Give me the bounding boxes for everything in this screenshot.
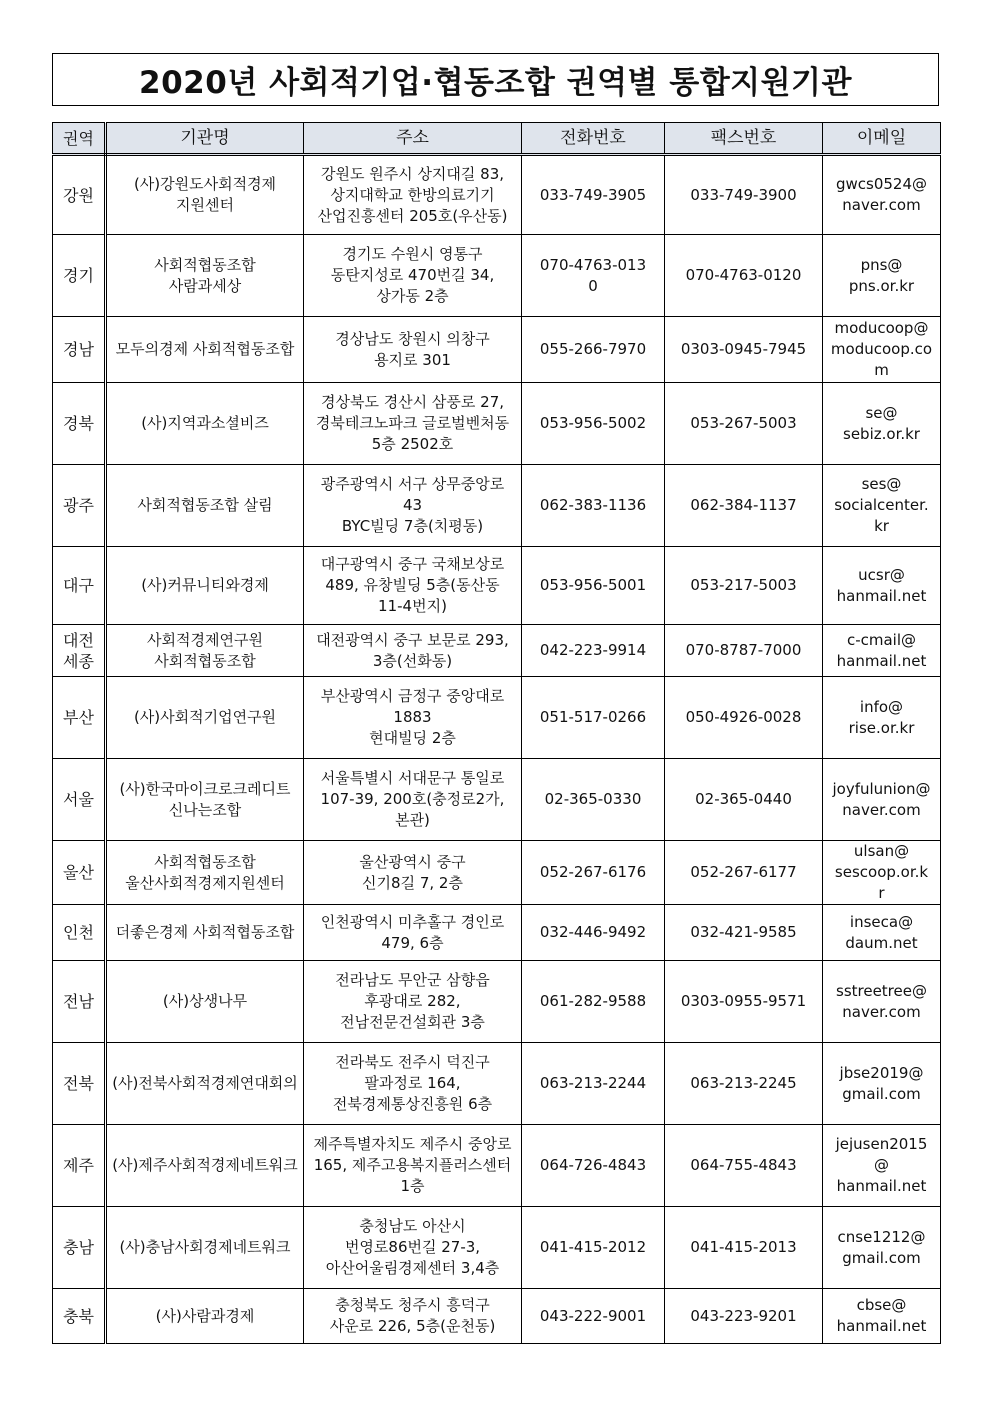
table-row xyxy=(53,547,941,625)
fax-cell: 070-4763-0120 xyxy=(665,235,823,317)
phone-cell: 02-365-0330 xyxy=(522,759,665,841)
phone-cell: 051-517-0266 xyxy=(522,677,665,759)
region-cell: 제주 xyxy=(53,1125,106,1207)
email-cell[interactable]: gwcs0524@ naver.com xyxy=(823,155,941,235)
fax-cell: 050-4926-0028 xyxy=(665,677,823,759)
region-cell: 경기 xyxy=(53,235,106,317)
phone-cell: 043-222-9001 xyxy=(522,1289,665,1344)
table-row xyxy=(53,841,941,905)
email-cell[interactable]: pns@ pns.or.kr xyxy=(823,235,941,317)
fax-cell: 053-267-5003 xyxy=(665,383,823,465)
fax-cell: 063-213-2245 xyxy=(665,1043,823,1125)
address-cell: 전라북도 전주시 덕진구 팔과정로 164, 전북경제통상진흥원 6층 xyxy=(304,1043,522,1125)
email-cell[interactable]: moducoop@ moducoop.co m xyxy=(823,317,941,383)
table-row xyxy=(53,625,941,677)
region-cell: 충북 xyxy=(53,1289,106,1344)
table-row xyxy=(53,1289,941,1344)
email-cell[interactable]: ses@ socialcenter. kr xyxy=(823,465,941,547)
fax-cell: 064-755-4843 xyxy=(665,1125,823,1207)
phone-cell: 061-282-9588 xyxy=(522,961,665,1043)
address-cell: 서울특별시 서대문구 통일로 107-39, 200호(충정로2가, 본관) xyxy=(304,759,522,841)
region-cell: 경남 xyxy=(53,317,106,383)
phone-cell: 064-726-4843 xyxy=(522,1125,665,1207)
address-cell: 경기도 수원시 영통구 동탄지성로 470번길 34, 상가동 2층 xyxy=(304,235,522,317)
address-cell: 광주광역시 서구 상무중앙로 43 BYC빌딩 7층(치평동) xyxy=(304,465,522,547)
table-row xyxy=(53,317,941,383)
email-cell[interactable]: inseca@ daum.net xyxy=(823,905,941,961)
header-address: 주소 xyxy=(304,123,522,155)
address-cell: 충청남도 아산시 번영로86번길 27-3, 아산어울림경제센터 3,4층 xyxy=(304,1207,522,1289)
fax-cell: 032-421-9585 xyxy=(665,905,823,961)
org-cell: (사)사회적기업연구원 xyxy=(106,677,304,759)
email-cell[interactable]: joyfulunion@ naver.com xyxy=(823,759,941,841)
region-cell: 광주 xyxy=(53,465,106,547)
org-cell: (사)전북사회적경제연대회의 xyxy=(106,1043,304,1125)
org-cell: (사)상생나무 xyxy=(106,961,304,1043)
phone-cell: 055-266-7970 xyxy=(522,317,665,383)
address-cell: 부산광역시 금정구 중앙대로 1883 현대빌딩 2층 xyxy=(304,677,522,759)
region-cell: 대구 xyxy=(53,547,106,625)
title-box xyxy=(52,53,939,106)
phone-cell: 052-267-6176 xyxy=(522,841,665,905)
phone-cell: 032-446-9492 xyxy=(522,905,665,961)
table-row xyxy=(53,1207,941,1289)
org-cell: 사회적협동조합 살림 xyxy=(106,465,304,547)
region-cell: 전남 xyxy=(53,961,106,1043)
table-row xyxy=(53,383,941,465)
header-email: 이메일 xyxy=(823,123,941,155)
region-cell: 강원 xyxy=(53,155,106,235)
region-cell: 인천 xyxy=(53,905,106,961)
address-cell: 대전광역시 중구 보문로 293, 3층(선화동) xyxy=(304,625,522,677)
email-cell[interactable]: c-cmail@ hanmail.net xyxy=(823,625,941,677)
table-row xyxy=(53,1043,941,1125)
region-cell: 대전 세종 xyxy=(53,625,106,677)
org-cell: 더좋은경제 사회적협동조합 xyxy=(106,905,304,961)
address-cell: 제주특별자치도 제주시 중앙로 165, 제주고용복지플러스센터 1층 xyxy=(304,1125,522,1207)
fax-cell: 041-415-2013 xyxy=(665,1207,823,1289)
email-cell[interactable]: jbse2019@ gmail.com xyxy=(823,1043,941,1125)
org-cell: (사)지역과소셜비즈 xyxy=(106,383,304,465)
table-row xyxy=(53,465,941,547)
fax-cell: 043-223-9201 xyxy=(665,1289,823,1344)
header-phone: 전화번호 xyxy=(522,123,665,155)
region-cell: 전북 xyxy=(53,1043,106,1125)
org-cell: (사)제주사회적경제네트워크 xyxy=(106,1125,304,1207)
email-cell[interactable]: se@ sebiz.or.kr xyxy=(823,383,941,465)
table-row xyxy=(53,759,941,841)
address-cell: 울산광역시 중구 신기8길 7, 2층 xyxy=(304,841,522,905)
phone-cell: 070-4763-013 0 xyxy=(522,235,665,317)
org-cell: 모두의경제 사회적협동조합 xyxy=(106,317,304,383)
address-cell: 강원도 원주시 상지대길 83, 상지대학교 한방의료기기 산업진흥센터 205호(우산동) xyxy=(304,155,522,235)
fax-cell: 0303-0945-7945 xyxy=(665,317,823,383)
header-org: 기관명 xyxy=(106,123,304,155)
phone-cell: 053-956-5001 xyxy=(522,547,665,625)
address-cell: 충청북도 청주시 흥덕구 사운로 226, 5층(운천동) xyxy=(304,1289,522,1344)
email-cell[interactable]: jejusen2015 @ hanmail.net xyxy=(823,1125,941,1207)
table-row xyxy=(53,677,941,759)
region-cell: 부산 xyxy=(53,677,106,759)
address-cell: 경상남도 창원시 의창구 용지로 301 xyxy=(304,317,522,383)
institution-table xyxy=(52,122,941,1344)
address-cell: 경상북도 경산시 삼풍로 27, 경북테크노파크 글로벌벤처동 5층 2502호 xyxy=(304,383,522,465)
table-row xyxy=(53,155,941,235)
address-cell: 인천광역시 미추홀구 경인로 479, 6층 xyxy=(304,905,522,961)
table-row xyxy=(53,235,941,317)
email-cell[interactable]: ulsan@ sescoop.or.k r xyxy=(823,841,941,905)
fax-cell: 033-749-3900 xyxy=(665,155,823,235)
table-row xyxy=(53,961,941,1043)
region-cell: 서울 xyxy=(53,759,106,841)
address-cell: 대구광역시 중구 국채보상로 489, 유창빌딩 5층(동산동 11-4번지) xyxy=(304,547,522,625)
phone-cell: 033-749-3905 xyxy=(522,155,665,235)
org-cell: (사)충남사회경제네트워크 xyxy=(106,1207,304,1289)
org-cell: (사)커뮤니티와경제 xyxy=(106,547,304,625)
phone-cell: 062-383-1136 xyxy=(522,465,665,547)
fax-cell: 062-384-1137 xyxy=(665,465,823,547)
email-cell[interactable]: cbse@ hanmail.net xyxy=(823,1289,941,1344)
email-cell[interactable]: cnse1212@ gmail.com xyxy=(823,1207,941,1289)
phone-cell: 042-223-9914 xyxy=(522,625,665,677)
email-cell[interactable]: sstreetree@ naver.com xyxy=(823,961,941,1043)
fax-cell: 02-365-0440 xyxy=(665,759,823,841)
region-cell: 경북 xyxy=(53,383,106,465)
phone-cell: 063-213-2244 xyxy=(522,1043,665,1125)
header-fax: 팩스번호 xyxy=(665,123,823,155)
region-cell: 울산 xyxy=(53,841,106,905)
fax-cell: 052-267-6177 xyxy=(665,841,823,905)
org-cell: 사회적협동조합 울산사회적경제지원센터 xyxy=(106,841,304,905)
phone-cell: 053-956-5002 xyxy=(522,383,665,465)
table-row xyxy=(53,1125,941,1207)
region-cell: 충남 xyxy=(53,1207,106,1289)
table-row xyxy=(53,905,941,961)
fax-cell: 053-217-5003 xyxy=(665,547,823,625)
fax-cell: 070-8787-7000 xyxy=(665,625,823,677)
email-cell[interactable]: info@ rise.or.kr xyxy=(823,677,941,759)
email-cell[interactable]: ucsr@ hanmail.net xyxy=(823,547,941,625)
org-cell: 사회적협동조합 사람과세상 xyxy=(106,235,304,317)
table-header-row xyxy=(53,123,941,155)
page-title: 2020년 사회적기업·협동조합 권역별 통합지원기관 xyxy=(139,65,852,101)
org-cell: (사)한국마이크로크레디트 신나는조합 xyxy=(106,759,304,841)
header-region: 권역 xyxy=(53,123,106,155)
phone-cell: 041-415-2012 xyxy=(522,1207,665,1289)
fax-cell: 0303-0955-9571 xyxy=(665,961,823,1043)
address-cell: 전라남도 무안군 삼향읍 후광대로 282, 전남전문건설회관 3층 xyxy=(304,961,522,1043)
org-cell: (사)사람과경제 xyxy=(106,1289,304,1344)
org-cell: 사회적경제연구원 사회적협동조합 xyxy=(106,625,304,677)
org-cell: (사)강원도사회적경제 지원센터 xyxy=(106,155,304,235)
